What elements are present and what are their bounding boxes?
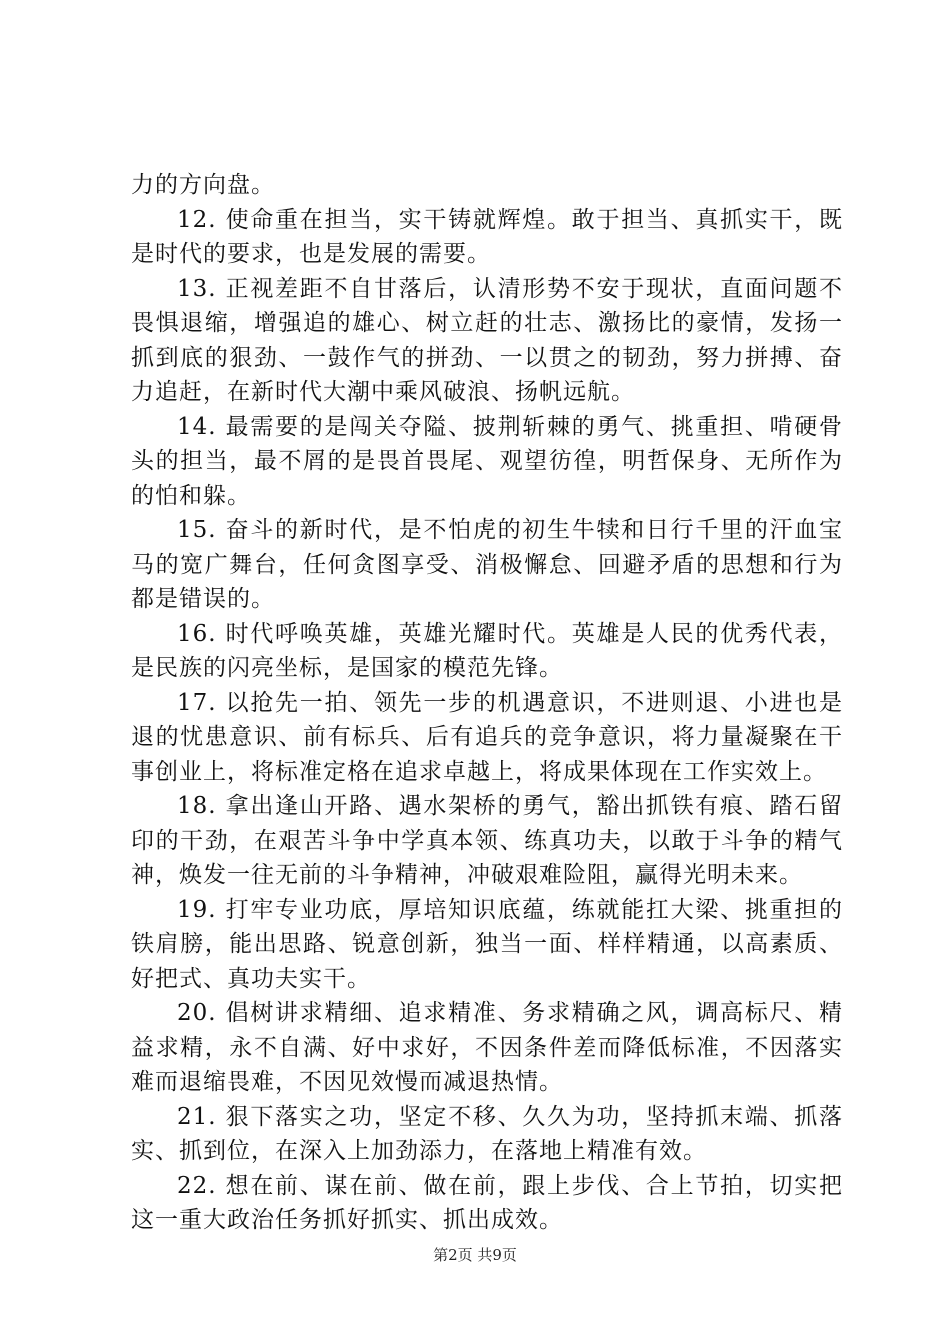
list-item-21: 21. 狠下落实之功，坚定不移、久久为功，坚持抓末端、抓落实、抓到位，在深入上加劲添力，在落地上精准有效。 [131,1103,843,1164]
list-item-19: 19. 打牢专业功底，厚培知识底蕴，练就能扛大梁、挑重担的铁肩膀，能出思路、锐意创新，独当一面、样样精通，以高素质、好把式、真功夫实干。 [131,896,843,992]
list-item-13: 13. 正视差距不自甘落后，认清形势不安于现状，直面问题不畏惧退缩，增强追的雄心、树立赶的壮志、激扬比的豪情，发扬一抓到底的狠劲、一鼓作气的拼劲、一以贯之的韧劲，努力拼搏、奋力追赶，在新时代大潮中乘风破浪、扬帆远航。 [131,275,843,405]
list-item-17: 17. 以抢先一拍、领先一步的机遇意识，不进则退、小进也是退的忧患意识、前有标兵、后有追兵的竞争意识，将力量凝聚在干事创业上，将标准定格在追求卓越上，将成果体现在工作实效上。 [131,689,843,785]
list-item-22: 22. 想在前、谋在前、做在前，跟上步伐、合上节拍，切实把这一重大政治任务抓好抓实、抓出成效。 [131,1172,843,1233]
page-number-footer: 第2页 共9页 [433,1246,517,1264]
list-item-15: 15. 奋斗的新时代，是不怕虎的初生牛犊和日行千里的汗血宝马的宽广舞台，任何贪图享受、消极懈怠、回避矛盾的思想和行为都是错误的。 [131,517,843,612]
list-item-20: 20. 倡树讲求精细、追求精准、务求精确之风，调高标尺、精益求精，永不自满、好中求好，不因条件差而降低标准，不因落实难而退缩畏难，不因见效慢而减退热情。 [131,1000,843,1095]
list-item-14: 14. 最需要的是闯关夺隘、披荆斩棘的勇气、挑重担、啃硬骨头的担当，最不屑的是畏首畏尾、观望彷徨，明哲保身、无所作为的怕和躲。 [131,413,843,509]
continuation-paragraph: 力的方向盘。 [131,172,275,198]
list-item-16: 16. 时代呼唤英雄，英雄光耀时代。英雄是人民的优秀代表，是民族的闪亮坐标，是国家的模范先锋。 [131,620,843,681]
document-body [131,168,843,1238]
list-item-18: 18. 拿出逢山开路、遇水架桥的勇气，豁出抓铁有痕、踏石留印的干劲，在艰苦斗争中学真本领、练真功夫，以敢于斗争的精气神，焕发一往无前的斗争精神，冲破艰难险阻，赢得光明未来。 [131,793,843,888]
list-item-12: 12. 使命重在担当，实干铸就辉煌。敢于担当、真抓实干，既是时代的要求，也是发展的需要。 [131,206,843,267]
